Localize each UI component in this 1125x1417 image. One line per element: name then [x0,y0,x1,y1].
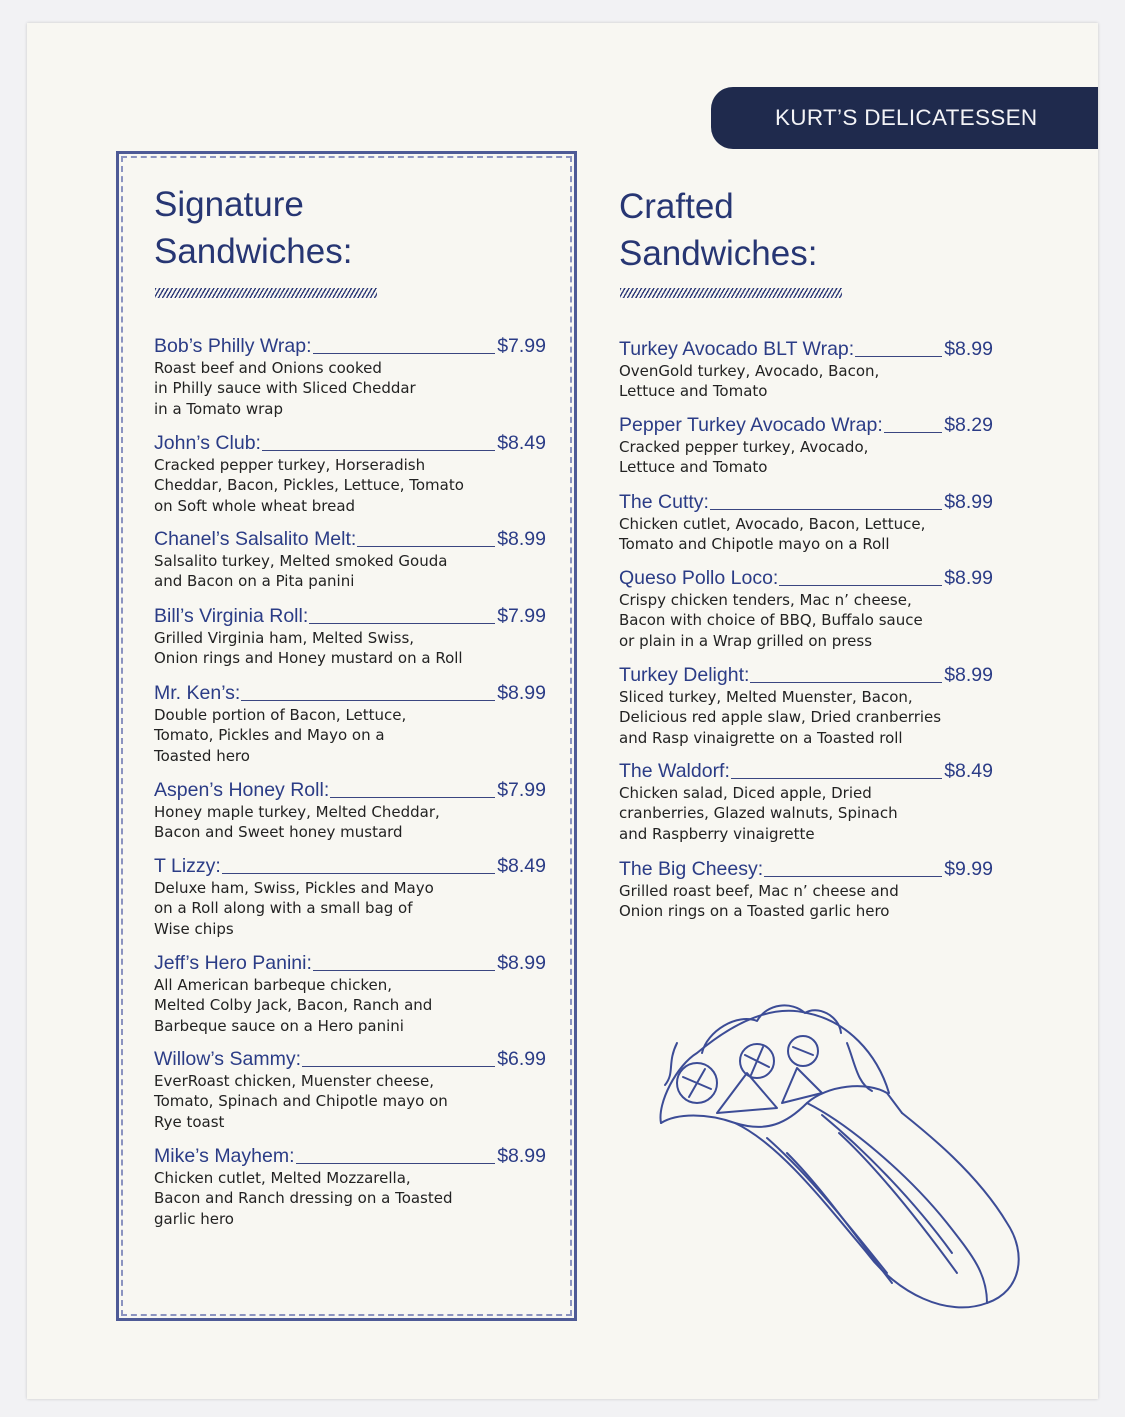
menu-item-description: Cracked pepper turkey, Horseradish Cheddar, Bacon, Pickles, Lettuce, Tomato on Soft whole wheat bread [154,456,464,515]
menu-item-header [154,854,546,878]
menu-item [154,604,546,669]
crafted-title-line1: Crafted [619,187,734,226]
menu-item [154,431,546,516]
price-leader-line [357,546,495,547]
price-leader-line [313,970,495,971]
menu-item-price: $8.99 [497,952,546,974]
menu-item [619,413,993,478]
menu-page [27,23,1098,1399]
menu-item-price: $8.99 [497,528,546,550]
crafted-title [619,183,817,277]
price-leader-line [710,509,942,510]
signature-title-line2: Sandwiches: [154,232,353,271]
menu-item-description: All American barbeque chicken, Melted Colby Jack, Bacon, Ranch and Barbeque sauce on a Hero panini [154,976,433,1035]
menu-item [154,951,546,1036]
menu-item-description: EverRoast chicken, Muenster cheese, Tomato, Spinach and Chipotle mayo on Rye toast [154,1072,448,1131]
menu-item-header [619,663,993,687]
menu-item-price: $8.29 [944,414,993,436]
menu-item-name: The Big Cheesy: [619,858,764,880]
menu-item-price: $8.99 [497,682,546,704]
menu-item [619,337,993,402]
menu-item-header [154,1144,546,1168]
menu-item-price: $8.49 [497,855,546,877]
signature-title-line1: Signature [154,185,304,224]
menu-item-price: $8.99 [944,491,993,513]
menu-item-name: Willow’s Sammy: [154,1048,301,1070]
menu-item [619,759,993,844]
menu-item-header [619,337,993,361]
menu-item-description: Chicken salad, Diced apple, Dried cranberries, Glazed walnuts, Spinach and Raspberry vinaigrette [619,784,898,843]
menu-item-price: $8.99 [944,338,993,360]
menu-item-header [619,566,993,590]
price-leader-line [750,682,942,683]
price-leader-line [731,778,942,779]
menu-item-name: The Cutty: [619,491,709,513]
menu-item-name: Turkey Avocado BLT Wrap: [619,338,855,360]
menu-item-name: Jeff’s Hero Panini: [154,952,312,974]
menu-item-price: $8.99 [944,567,993,589]
menu-item-description: Chicken cutlet, Avocado, Bacon, Lettuce, Tomato and Chipotle mayo on a Roll [619,515,926,554]
price-leader-line [302,1066,495,1067]
menu-item-name: Mike’s Mayhem: [154,1145,295,1167]
menu-item-name: Bob’s Philly Wrap: [154,335,312,357]
price-leader-line [884,432,942,433]
menu-item-description: Salsalito turkey, Melted smoked Gouda and Bacon on a Pita panini [154,552,448,591]
price-leader-line [330,797,495,798]
menu-item-description: Roast beef and Onions cooked in Philly sauce with Sliced Cheddar in a Tomato wrap [154,359,416,418]
menu-item-description: Grilled roast beef, Mac n’ cheese and Onion rings on a Toasted garlic hero [619,882,899,921]
menu-item-header [154,334,546,358]
brand-banner [711,87,1098,149]
menu-item-description: Crispy chicken tenders, Mac n’ cheese, Bacon with choice of BBQ, Buffalo sauce or plain in a Wrap grilled on press [619,591,923,650]
price-leader-line [855,356,942,357]
menu-item-header [619,759,993,783]
menu-item-header [154,681,546,705]
menu-item-header [154,431,546,455]
menu-item-price: $8.99 [944,664,993,686]
menu-item-name: Aspen’s Honey Roll: [154,779,330,801]
menu-item-description: Honey maple turkey, Melted Cheddar, Bacon and Sweet honey mustard [154,803,440,842]
menu-item-description: Double portion of Bacon, Lettuce, Tomato, Pickles and Mayo on a Toasted hero [154,706,407,765]
menu-item [154,334,546,419]
menu-item-header [154,604,546,628]
menu-item-name: T Lizzy: [154,855,221,877]
menu-item-description: Chicken cutlet, Melted Mozzarella, Bacon and Ranch dressing on a Toasted garlic hero [154,1169,453,1228]
wrap-sandwich-illustration [617,973,1037,1353]
menu-item [154,681,546,766]
price-leader-line [296,1163,496,1164]
menu-item-header [154,778,546,802]
menu-item-name: Mr. Ken’s: [154,682,241,704]
menu-item-name: Bill’s Virginia Roll: [154,605,309,627]
menu-item-description: Deluxe ham, Swiss, Pickles and Mayo on a Roll along with a small bag of Wise chips [154,879,434,938]
price-leader-line [222,873,495,874]
menu-item [619,490,993,555]
menu-item [154,778,546,843]
menu-item-price: $7.99 [497,335,546,357]
menu-item [619,566,993,651]
menu-item-price: $7.99 [497,779,546,801]
menu-item-header [154,527,546,551]
menu-item-name: Turkey Delight: [619,664,750,686]
signature-title-underline [155,288,377,298]
menu-item [619,857,993,922]
menu-item-name: The Waldorf: [619,760,730,782]
menu-item-header [154,1047,546,1071]
menu-item-description: Cracked pepper turkey, Avocado, Lettuce and Tomato [619,438,869,477]
price-leader-line [262,450,495,451]
crafted-title-line2: Sandwiches: [619,234,818,273]
menu-item-description: Sliced turkey, Melted Muenster, Bacon, Delicious red apple slaw, Dried cranberries and Rasp vinaigrette on a Toasted roll [619,688,942,747]
menu-item-description: Grilled Virginia ham, Melted Swiss, Onion rings and Honey mustard on a Roll [154,629,463,668]
menu-item-price: $8.99 [497,1145,546,1167]
price-leader-line [241,700,495,701]
menu-item [154,1144,546,1229]
menu-item-description: OvenGold turkey, Avocado, Bacon, Lettuce and Tomato [619,362,880,401]
menu-item-name: Queso Pollo Loco: [619,567,779,589]
menu-item-price: $6.99 [497,1048,546,1070]
menu-item [154,527,546,592]
menu-item [154,1047,546,1132]
menu-item [154,854,546,939]
menu-item-name: Chanel’s Salsalito Melt: [154,528,357,550]
menu-item-header [619,413,993,437]
menu-item-name: Pepper Turkey Avocado Wrap: [619,414,883,436]
signature-title [154,181,352,275]
menu-item-header [619,857,993,881]
menu-item-price: $8.49 [497,432,546,454]
menu-item-header [619,490,993,514]
price-leader-line [309,623,495,624]
price-leader-line [313,353,496,354]
price-leader-line [779,585,942,586]
crafted-title-underline [620,288,842,298]
price-leader-line [764,876,942,877]
menu-item-name: John’s Club: [154,432,261,454]
menu-item [619,663,993,748]
brand-name: KURT’S DELICATESSEN [775,105,1038,130]
menu-item-price: $7.99 [497,605,546,627]
menu-item-price: $8.49 [944,760,993,782]
menu-item-price: $9.99 [944,858,993,880]
menu-item-header [154,951,546,975]
